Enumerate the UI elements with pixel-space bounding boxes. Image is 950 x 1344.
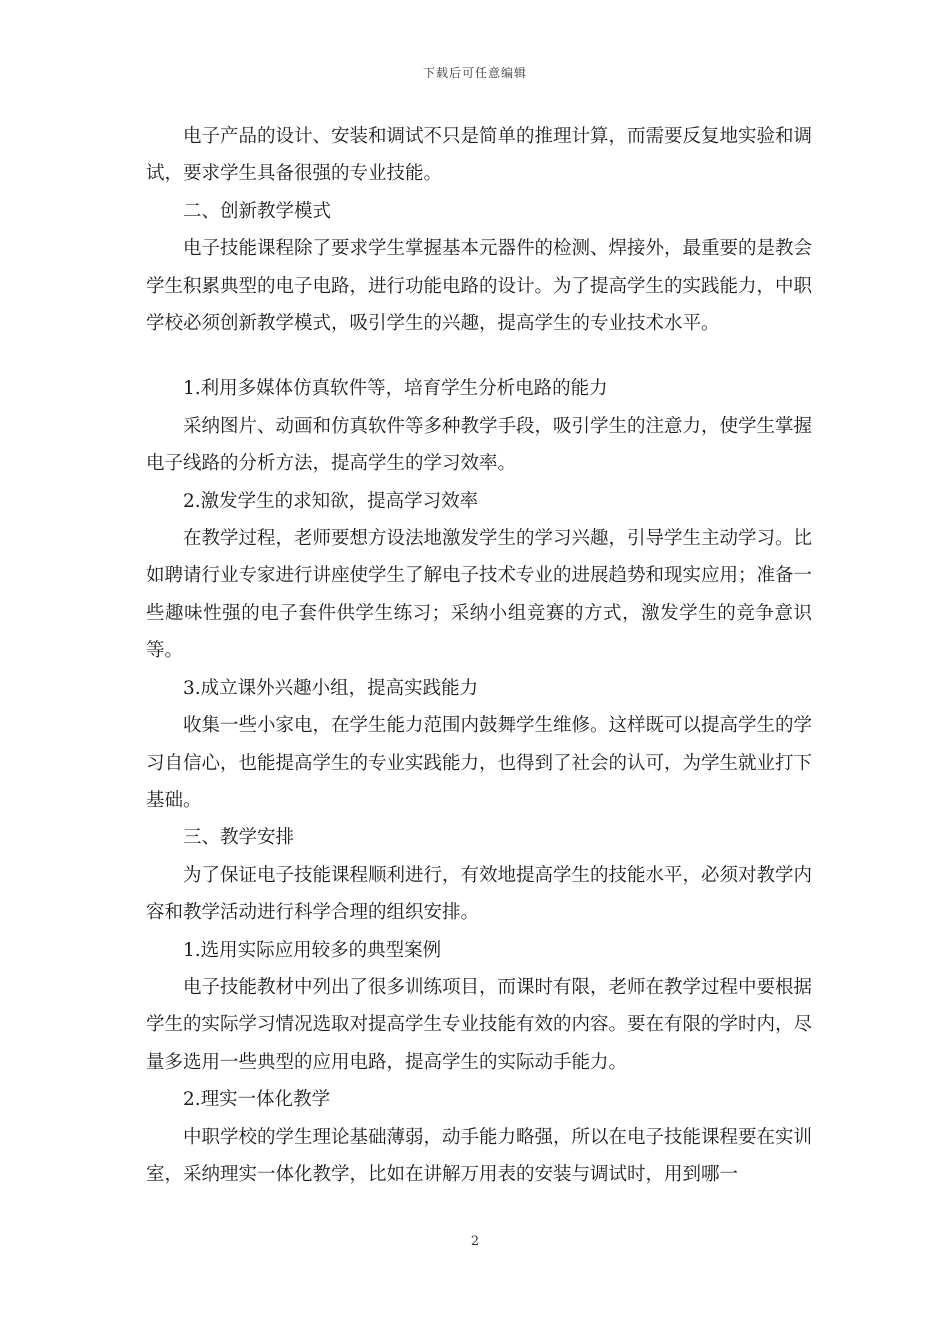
subsection-heading: 2.激发学生的求知欲，提高学习效率 — [183, 490, 479, 512]
subsection-heading: 3.成立课外兴趣小组，提高实践能力 — [183, 677, 479, 699]
section-heading: 三、教学安排 — [183, 827, 295, 849]
paragraph: 采纳图片、动画和仿真软件等多种教学手段，吸引学生的注意力，使学生掌握电子线路的分析方法，提高学生的学习效率。 — [146, 415, 813, 475]
paragraph: 在教学过程，老师要想方设法地激发学生的学习兴趣，引导学生主动学习。比如聘请行业专家进行讲座使学生了解电子技术专业的进展趋势和现实应用；准备一些趣味性强的电子套件供学生练习；采纳小组竞赛的方式，激发学生的竞争意识等。 — [146, 528, 813, 662]
subsection-heading: 2.理实一体化教学 — [183, 1089, 331, 1111]
paragraph: 中职学校的学生理论基础薄弱，动手能力略强，所以在电子技能课程要在实训室，采纳理实一体化教学，比如在讲解万用表的安装与调试时，用到哪一 — [146, 1126, 813, 1185]
subsection-heading: 1.利用多媒体仿真软件等，培育学生分析电路的能力 — [183, 378, 608, 400]
paragraph: 电子产品的设计、安装和调试不只是简单的推理计算，而需要反复地实验和调试，要求学生具备很强的专业技能。 — [146, 126, 813, 185]
subsection-heading: 1.选用实际应用较多的典型案例 — [183, 939, 442, 961]
paragraph: 电子技能课程除了要求学生掌握基本元器件的检测、焊接外，最重要的是教会学生积累典型的电子电路，进行功能电路的设计。为了提高学生的实践能力，中职学校必须创新教学模式，吸引学生的兴趣，提高学生的专业技术水平。 — [146, 238, 813, 335]
paragraph: 收集一些小家电，在学生能力范围内鼓舞学生维修。这样既可以提高学生的学习自信心，也能提高学生的专业实践能力，也得到了社会的认可，为学生就业打下基础。 — [146, 715, 813, 811]
paragraph: 为了保证电子技能课程顺利进行，有效地提高学生的技能水平，必须对教学内容和教学活动进行科学合理的组织安排。 — [146, 864, 813, 924]
page-header: 下载后可任意编辑 — [422, 66, 527, 80]
page-number: 2 — [470, 1234, 480, 1249]
document-body — [146, 118, 812, 1193]
paragraph: 电子技能教材中列出了很多训练项目，而课时有限，老师在教学过程中要根据学生的实际学习情况选取对提高学生专业技能有效的内容。要在有限的学时内，尽量多选用一些典型的应用电路，提高学生的实际动手能力。 — [146, 976, 813, 1073]
section-heading: 二、创新教学模式 — [183, 200, 332, 222]
